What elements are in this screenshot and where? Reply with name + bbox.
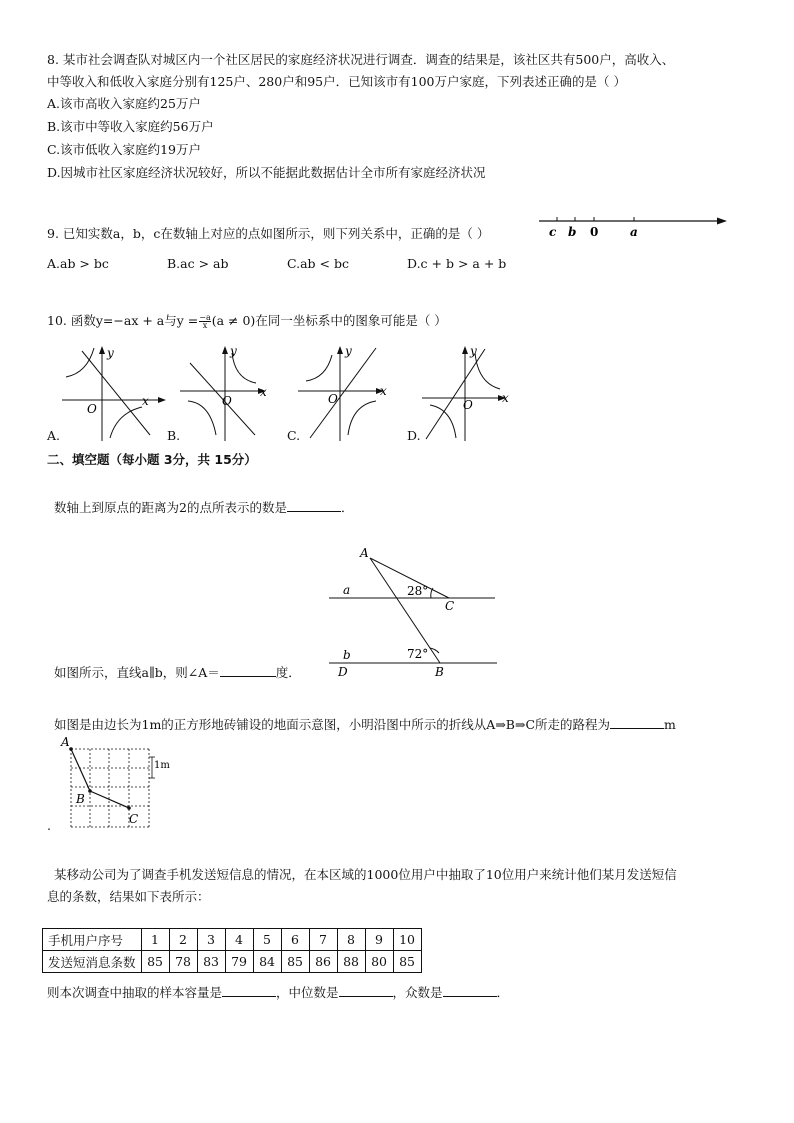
table-cell: 4 (225, 929, 253, 951)
q10-a-o: O (87, 402, 97, 416)
fill2-text-prefix: 如图所示，直线a∥b，则∠A＝ (54, 665, 220, 680)
fill1-text: 数轴上到原点的距离为2的点所表示的数是 (54, 500, 287, 515)
table-cell: 6 (281, 929, 309, 951)
table-cell: 88 (337, 951, 365, 973)
q9-option-d: D.c + b > a + b (407, 256, 507, 271)
fill2-angle-28: 28° (407, 584, 429, 598)
fill1-blank[interactable] (287, 499, 341, 512)
q10-graph-b (180, 343, 290, 443)
q10-b-y: y (230, 344, 237, 358)
q10-b-o: O (222, 394, 232, 408)
q8-stem-line1: 8. 某市社会调查队对城区内一个社区居民的家庭经济状况进行调查．调查的结果是，该社区共有500户，高收入、 (47, 52, 675, 67)
fill4-q-part3: ，众数是 (392, 985, 443, 1000)
q10-frac-num: −a (199, 313, 211, 322)
q10-d-x: x (502, 391, 509, 405)
fill3-question (54, 716, 676, 733)
q10-stem (47, 313, 447, 329)
fill1-question (54, 499, 353, 516)
q10-c-y: y (345, 344, 352, 358)
q10-label-c: C. (287, 428, 301, 443)
fill4-blank-sample[interactable] (222, 984, 276, 997)
fill2-angle-72: 72° (407, 647, 429, 661)
q10-graph-c (298, 343, 408, 443)
table-row (43, 951, 422, 973)
sms-table (42, 928, 422, 973)
q8-stem-line2: 中等收入和低收入家庭分别有125户、280户和95户．已知该市有100万户家庭，下列表述正确的是（ ） (47, 74, 626, 89)
q9-stem: 9. 已知实数a，b，c在数轴上对应的点如图所示，则下列关系中，正确的是（ ） (47, 226, 490, 241)
q10-b-x: x (260, 385, 267, 399)
q9-label-a: a (630, 225, 638, 239)
q8-option-b: B.该市中等收入家庭约56万户 (47, 119, 214, 134)
table-cell: 79 (225, 951, 253, 973)
q9-label-b: b (568, 225, 577, 239)
fill4-blank-median[interactable] (339, 984, 393, 997)
table-cell: 1 (141, 929, 169, 951)
table-cell: 78 (169, 951, 197, 973)
q10-label-d: D. (407, 428, 421, 443)
fill2-label-C: C (445, 599, 455, 613)
fill3-label-B: B (76, 792, 85, 806)
fill4-question (47, 984, 509, 1001)
q9-option-a: A.ab > bc (47, 256, 109, 271)
q10-graph-a (62, 343, 172, 443)
table-cell: 10 (393, 929, 421, 951)
q9-option-b: B.ac > ab (167, 256, 229, 271)
q10-d-o: O (463, 398, 473, 412)
table-cell: 80 (365, 951, 393, 973)
fill2-label-B: B (435, 665, 444, 679)
table-cell: 5 (253, 929, 281, 951)
fill4-q-part1: 则本次调查中抽取的样本容量是 (47, 985, 223, 1000)
q10-a-y: y (107, 346, 114, 360)
fill4-line1: 某移动公司为了调查手机发送短信息的情况，在本区域的1000位用户中抽取了10位用户来统计他们某月发送短信 (54, 867, 677, 882)
fill4-q-part2: ，中位数是 (276, 985, 339, 1000)
table-cell: 83 (197, 951, 225, 973)
q8-option-a: A.该市高收入家庭约25万户 (47, 96, 201, 111)
q8-option-c: C.该市低收入家庭约19万户 (47, 142, 201, 157)
fill3-blank[interactable] (610, 716, 664, 729)
q10-fraction (199, 314, 210, 329)
fill4-q-end: ． (496, 985, 510, 1000)
table-cell: 86 (309, 951, 337, 973)
q10-frac-den: x (202, 321, 208, 330)
table-cell: 9 (365, 929, 393, 951)
fill4-line2: 息的条数，结果如下表所示： (47, 889, 210, 904)
fill2-label-b: b (343, 648, 351, 662)
q10-a-x: x (142, 394, 149, 408)
table-head-id: 手机用户序号 (43, 929, 142, 951)
fill3-end: . (47, 818, 51, 833)
fill2-text-suffix: 度． (275, 665, 301, 680)
fill3-unit: m (664, 717, 676, 732)
q10-c-x: x (380, 384, 387, 398)
q9-option-c: C.ab < bc (287, 256, 349, 271)
fill3-label-A: A (61, 735, 70, 749)
q10-label-b: B. (167, 428, 181, 443)
table-cell: 8 (337, 929, 365, 951)
q10-label-a: A. (47, 428, 61, 443)
fill3-scale-label: 1m (154, 760, 170, 771)
table-cell: 85 (393, 951, 421, 973)
fill1-end: ． (340, 500, 354, 515)
table-head-count: 发送短消息条数 (43, 951, 142, 973)
q9-label-c: c (549, 225, 557, 239)
table-cell: 85 (281, 951, 309, 973)
q10-c-o: O (328, 392, 338, 406)
fill4-blank-mode[interactable] (443, 984, 497, 997)
fill2-figure (325, 543, 505, 683)
fill2-label-A: A (360, 546, 369, 560)
table-row (43, 929, 422, 951)
fill3-text: 如图是由边长为1m的正方形地砖铺设的地面示意图，小明沿图中所示的折线从A⇒B⇒C所走的路程为 (54, 717, 611, 732)
table-cell: 84 (253, 951, 281, 973)
table-cell: 7 (309, 929, 337, 951)
q9-label-zero: 0 (590, 225, 599, 239)
fill2-question (54, 664, 301, 681)
q9-number-line (535, 212, 735, 242)
fill2-label-D: D (338, 665, 348, 679)
q10-stem-prefix: 10. 函数y=−ax + a与y = (47, 313, 199, 328)
q8-option-d: D.因城市社区家庭经济状况较好，所以不能据此数据估计全市所有家庭经济状况 (47, 165, 486, 180)
fill3-grid-figure (58, 736, 178, 831)
fill2-label-a: a (343, 583, 351, 597)
section2-heading: 二、填空题（每小题 3分，共 15分） (47, 452, 257, 467)
q10-graph-d (420, 343, 530, 443)
fill3-label-C: C (129, 812, 139, 826)
table-cell: 3 (197, 929, 225, 951)
q10-stem-suffix: (a ≠ 0)在同一坐标系中的图象可能是（ ） (211, 313, 447, 328)
table-cell: 2 (169, 929, 197, 951)
table-cell: 85 (141, 951, 169, 973)
q10-d-y: y (470, 344, 477, 358)
fill2-blank[interactable] (220, 664, 276, 677)
